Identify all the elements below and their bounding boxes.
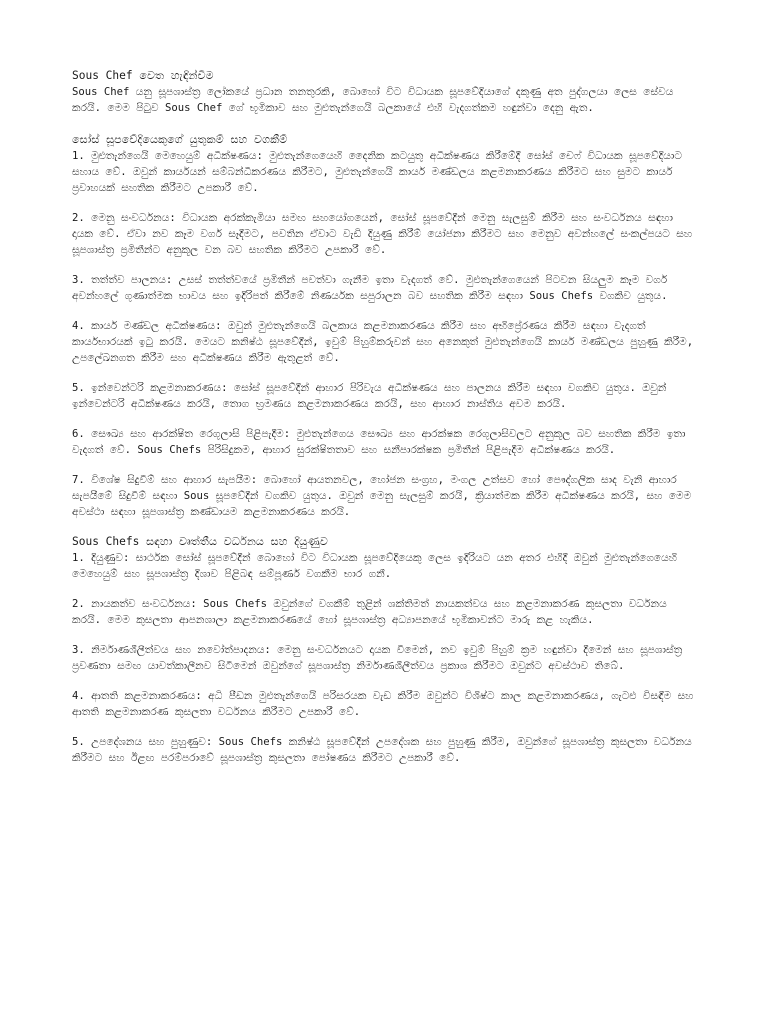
- list-item: [72, 596, 700, 628]
- list-item: [72, 148, 700, 196]
- list-item-text: 2. නායකත්ව සංවර්ධනය: Sous Chefs ඔවුන්ගේ වගකීම් තුළින් ශක්තිමත් නායකත්වය සහ කළමනාකරණ කුසලතා වර්ධනය කරයි. මෙම කුසලතා ආපනශාලා කළමනාකරණයේ හෝ සූපශාස්ත්‍ර අධ්‍යාපනයේ භූමිකාවන්ට මාරු කළ හැකිය.: [72, 598, 667, 626]
- list-item-text: 1. දියුණුව: සාර්ථක සෝස් සූපවේදීන් බොහෝ විට විධායක සූපවේදියෙකු ලෙස ඉදිරියට යන අතර එහිදී ඔවුන් මුළුතැන්ගෙයෙහි මෙහෙයුම් සහ සූපශාස්ත්‍ර දිශාව පිළිබඳ සම්පූර්ණ වගකීම භාර ගනී.: [72, 552, 678, 580]
- list-item-text: 5. ඉන්වෙන්ටරි කළමනාකරණය: සෝස් සූපවේදීන් ආහාර පිරිවැය අධීක්ෂණය සහ පාලනය කිරීම සඳහා වගකිව යුතුය. ඔවුන් ඉන්වෙන්ටරි අධීක්ෂණය කරයි, තොග භ්‍රමණය කළමනාකරණය කරයි, සහ ආහාර නාස්තිය අවම කරයි.: [72, 382, 667, 410]
- list-item: [72, 426, 700, 458]
- list-item: [72, 318, 700, 366]
- list-item-text: 5. උපදේශනය සහ පුහුණුව: Sous Chefs කනිෂ්ඨ සූපවේදීන් උපදේශක සහ පුහුණු කිරීම, ඔවුන්ගේ සූපශාස්ත්‍ර කුසලතා වර්ධනය කිරීමට සහ ඊළඟ පරම්පරාවේ සූපශාස්ත්‍ර කුසලතා පෝෂණය කිරීමට උපකාරී වේ.: [72, 736, 692, 764]
- list-item: [72, 550, 700, 582]
- career-list: [72, 550, 700, 766]
- document-title: Sous Chef වෙත හැඳින්වීම: [72, 69, 214, 82]
- list-item: [72, 688, 700, 720]
- list-item-text: 4. ආතති කළමනාකරණය: අධි පීඩන මුළුතැන්ගෙයි පරිසරයක වැඩ කිරීම ඔවුන්ට විශිෂ්ට කාල කළමනාකරණය, ගැටළු විසඳීම සහ ආතති කළමනාකරණ කුසලතා වර්ධනය කිරීමට උපකාරී වේ.: [72, 690, 694, 718]
- list-item: [72, 472, 700, 520]
- intro-paragraph: Sous Chef යනු සූපශාස්ත්‍ර ලෝකයේ ප්‍රධාන තනතුරකි, බොහෝ විට විධායක සූපවේදියාගේ දකුණු අත පුද්ගලයා ලෙස සේවය කරයි. මෙම පිටුව Sous Chef ගේ භූමිකාව සහ මුළුතැන්ගෙයි බලකායේ එහි වැදගත්කම හඳුන්වා දෙනු ඇත.: [72, 86, 674, 114]
- list-item-text: 7. විශේෂ සිදුවීම් සහ ආහාර සැපයීම: බොහෝ ආයතනවල, හෝජන සංග්‍රහ, මංගල උත්සව හෝ පෞද්ගලික සාද වැනි ආහාර සැපයීමේ සිදුවීම් සඳහා Sous සූපවේදීන් වගකිව යුතුය. ඔවුන් මෙනු සැලසුම් කරයි, ක්‍රියාත්මක කිරීම අධීක්ෂණය කරයි, සහ මෙම අවස්ථා සඳහා සූපශාස්ත්‍ර කණ්ඩායම කළමනාකරණය කරයි.: [72, 474, 692, 518]
- section-heading-duties: සෝස් සූපවේදියෙකුගේ යුතුකම් සහ වගකීම්: [72, 133, 288, 146]
- list-item: [72, 642, 700, 674]
- list-item-text: 4. කාර්ය මණ්ඩල අධීක්ෂණය: ඔවුන් මුළුතැන්ගෙයි බලකාය කළමනාකරණය කිරීම සහ අභිප්‍රේරණය කිරීම සඳහා වැදගත් කාර්යභාරයක් ඉටු කරයි. මෙයට කනිෂ්ඨ සූපවේදීන්, ඉවුම් පිහුම්කරුවන් සහ අනෙකුත් මුළුතැන්ගෙයි කාර්ය මණ්ඩලය පුහුණු කිරීම, උපලේඛනගත කිරීම සහ අධීක්ෂණය කිරීම ඇතුළත් වේ.: [72, 320, 694, 364]
- list-item: [72, 272, 700, 304]
- document-page: [72, 68, 700, 780]
- list-item-text: 1. මුළුතැන්ගෙයි මෙහෙයුම් අධීක්ෂණය: මුළුතැන්ගෙයෙහි දෛනික කටයුතු අධීක්ෂණය කිරීමේදී සෝස් චෙෆ් විධායක සූපවේදියාට සහාය වේ. ඔවුන් කාර්යයන් සම්බන්ධීකරණය කිරීමට, මුළුතැන්ගෙයි කාර්ය මණ්ඩලය කළමනාකරණය කිරීමට සහ සුමට කාර්ය ප්‍රවාහයක් සහතික කිරීමට උපකාරී වේ.: [72, 150, 683, 194]
- list-item: [72, 210, 700, 258]
- list-item-text: 2. මෙනු සංවර්ධනය: විධායක අරක්කැමියා සමඟ සහයෝගයෙන්, සෝස් සූපවේදීන් මෙනු සැලසුම් කිරීම සහ සංවර්ධනය සඳහා දායක වේ. ඒවා නව කෑම වගර් සෑදීමට, පවතින ඒවාට වැඩි දියුණු කිරීම් යෝජනා කිරීමට සහ මෙනුව අවන්හලේ සංකල්පයට සහ සූපශාස්ත්‍ර ප්‍රමිතීන්ට අනුකූල වන බව සහතික කිරීමට උපකාරී වේ.: [72, 212, 693, 256]
- list-item: [72, 380, 700, 412]
- list-item-text: 3. නිර්මාණශීලීත්වය සහ නවෝත්පාදනය: මෙනු සංවර්ධනයට දායක වීමෙන්, නව ඉවුම් පිහුම් ක්‍රම හඳුන්වා දීමෙන් සහ සූපශාස්ත්‍ර ප්‍රවණතා සමඟ යාවත්කාලීනව සිටීමෙන් ඔවුන්ගේ සූපශාස්ත්‍ර නිර්මාණශීලීත්වය ප්‍රකාශ කිරීමට ඔවුන්ට අවස්ථාව තිබේ.: [72, 644, 683, 672]
- list-item-text: 6. සෞඛ්‍ය සහ ආරක්ෂිත රෙගුලාසි පිළිපැදීම: මුළුතැන්ගෙය සෞඛ්‍ය සහ ආරක්ෂක රෙගුලාසිවලට අනුකූල බව සහතික කිරීම ඉතා වැදගත් වේ. Sous Chefs පිරිසිදුකම, ආහාර සුරක්ෂිතතාව සහ සනීපාරක්ෂක ප්‍රමිතීන් පිළිපැදීම අධීක්ෂණය කරයි.: [72, 428, 686, 456]
- section-heading-career: Sous Chefs සඳහා වෘත්තීය වර්ධනය සහ දියුණුව: [72, 535, 328, 548]
- duties-list: [72, 148, 700, 520]
- list-item: [72, 734, 700, 766]
- list-item-text: 3. තත්ත්ව පාලනය: උසස් තත්ත්වයේ ප්‍රමිතීන් පවත්වා ගැනීම ඉතා වැදගත් වේ. මුළුතැන්ගෙයෙන් පිටවන සියලුම කෑම වගර් අවන්හලේ ගුණාත්මක භාවය සහ ඉදිරිපත් කිරීමේ නිණර්යක සපුරාලන බව සහතික කිරීම සඳහා Sous Chefs වගකිව යුතුය.: [72, 274, 668, 302]
